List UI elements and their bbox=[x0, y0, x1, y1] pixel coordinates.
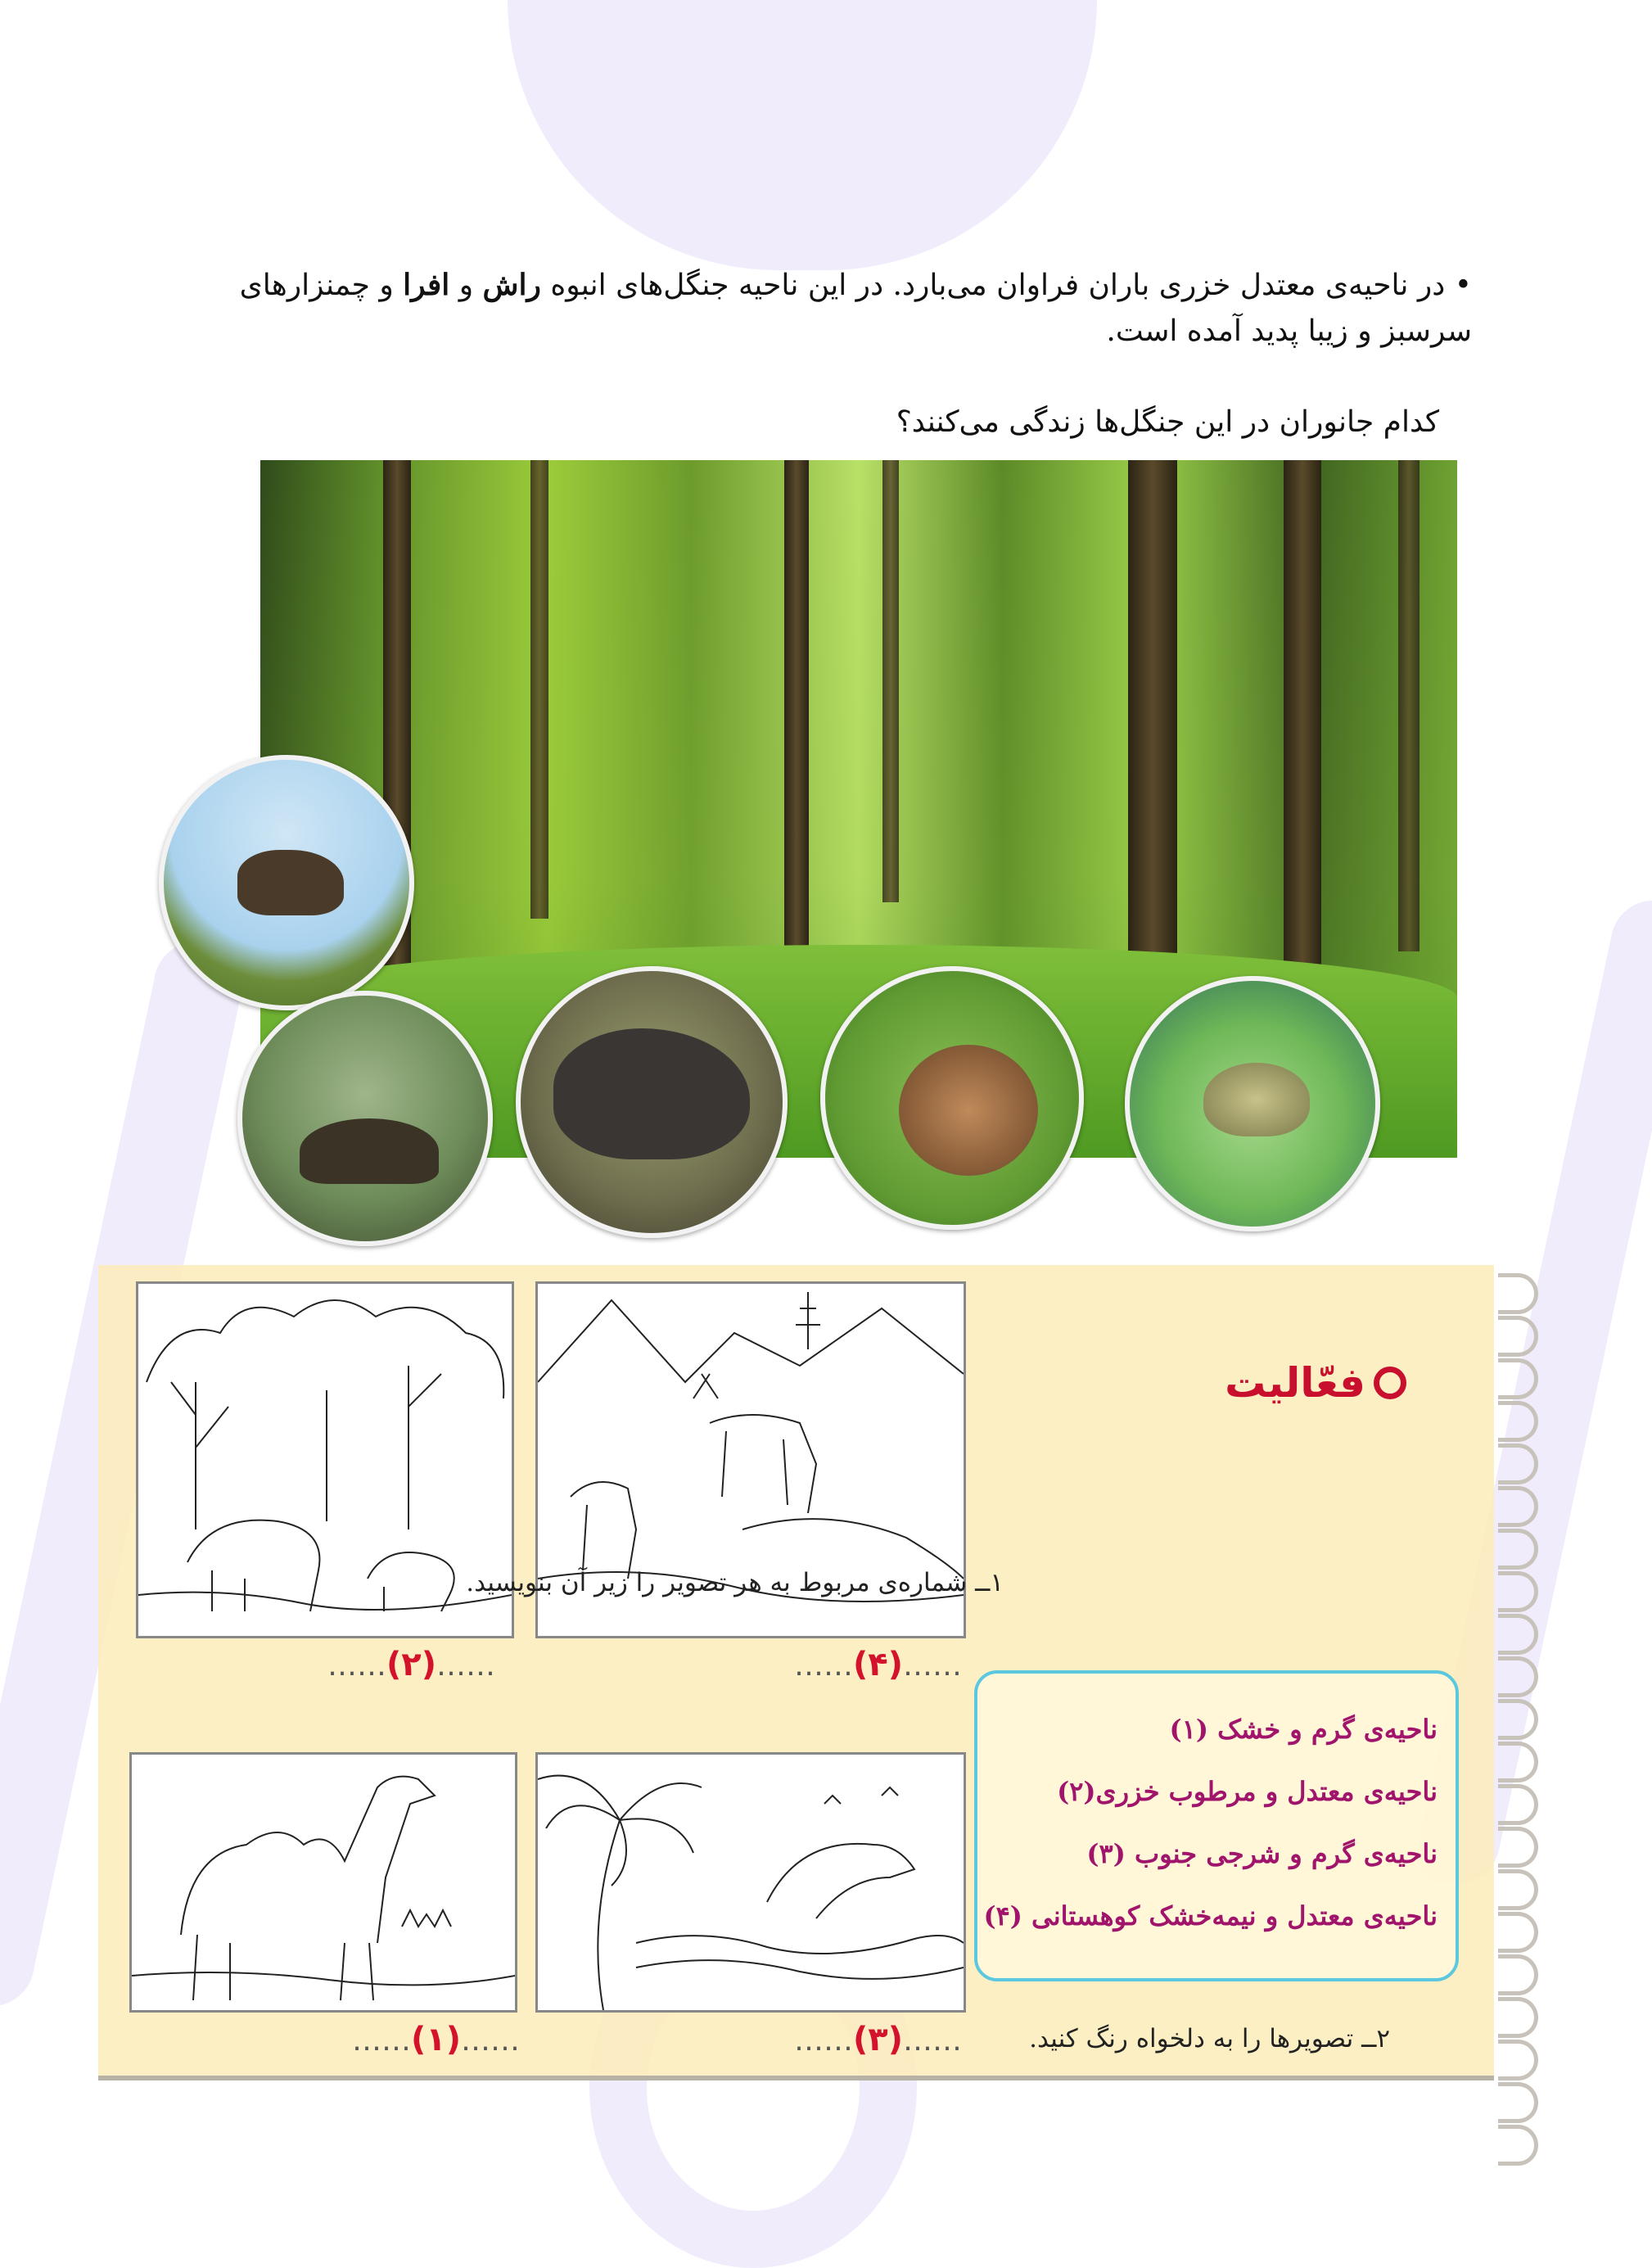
pheasant-photo bbox=[820, 966, 1084, 1230]
sketch-palm-dolphin bbox=[535, 1752, 966, 2013]
circle-icon bbox=[1374, 1367, 1406, 1399]
legend-item-4: ناحیه‌ی معتدل و نیمه‌خشک کوهستانی (۴) bbox=[983, 1900, 1438, 1931]
legend-item-1: ناحیه‌ی گرم و خشک (۱) bbox=[1169, 1714, 1438, 1745]
question-text: کدام جانوران در این جنگل‌ها زندگی می‌کنند؟ bbox=[896, 405, 1439, 439]
turtle-photo bbox=[237, 991, 493, 1246]
intro-bold-maple: افرا bbox=[403, 268, 450, 302]
intro-paragraph bbox=[162, 262, 1472, 355]
sketch-camel bbox=[129, 1752, 517, 2013]
instruction-1: ۱ــ شماره‌ی مربوط به هر تصویر را زیر آن بنویسید. bbox=[466, 1568, 1004, 1597]
legend-item-2: ناحیه‌ی معتدل و مرطوب خزری(۲) bbox=[1057, 1776, 1438, 1807]
instruction-2: ۲ــ تصویرها را به دلخواه رنگ کنید. bbox=[1029, 2024, 1390, 2053]
intro-bold-beech: راش bbox=[482, 268, 541, 302]
intro-text-2: و چمنزارهای سرسبز و زیبا پدید آمده است. bbox=[239, 269, 1472, 348]
region-legend bbox=[974, 1670, 1459, 1981]
activity-title: فعّالیت bbox=[1225, 1359, 1406, 1407]
watermark-arch bbox=[508, 0, 1097, 270]
intro-and: و bbox=[458, 269, 474, 302]
answer-forest: ……(۲)…… bbox=[327, 1646, 495, 1683]
answer-palm: ……(۳)…… bbox=[794, 2021, 962, 2058]
answer-mountain: ……(۴)…… bbox=[794, 1646, 962, 1683]
answer-camel: ……(۱)…… bbox=[352, 2021, 520, 2058]
sketch-forest-bear-boar bbox=[136, 1281, 514, 1638]
bullet: • bbox=[1454, 269, 1472, 302]
bear-photo bbox=[159, 755, 414, 1010]
notebook-binding bbox=[1498, 1273, 1547, 2076]
legend-item-3: ناحیه‌ی گرم و شرجی جنوب (۳) bbox=[1086, 1838, 1438, 1869]
intro-text-1: در ناحیه‌ی معتدل خزری باران فراوان می‌بارد. در این ناحیه جنگل‌های انبوه bbox=[550, 269, 1446, 302]
boar-photo bbox=[516, 966, 788, 1238]
frog-photo bbox=[1125, 976, 1380, 1231]
